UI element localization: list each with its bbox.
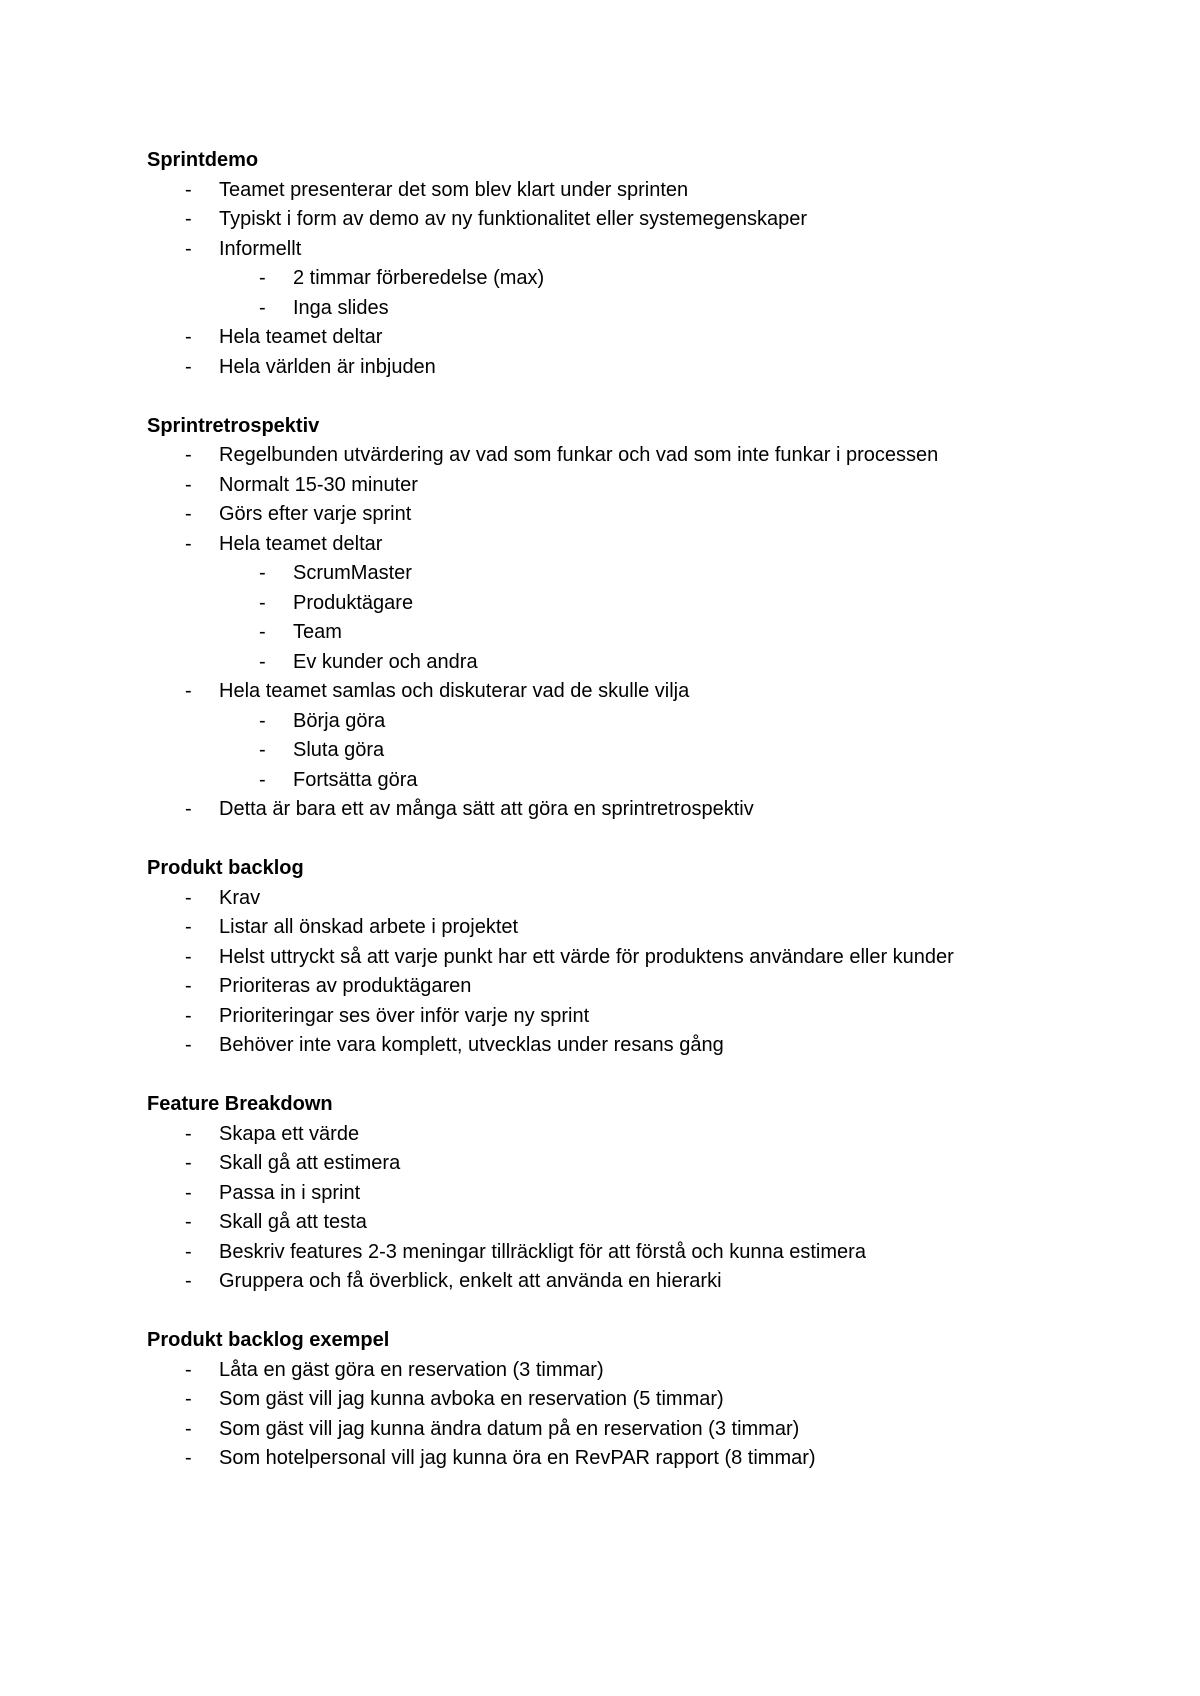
list-item-text: Gruppera och få överblick, enkelt att använda en hierarki: [219, 1270, 722, 1292]
list-item-text: Hela teamet deltar: [219, 326, 383, 348]
list-item: [147, 1238, 1107, 1268]
list-item-text: Listar all önskad arbete i projektet: [219, 916, 519, 938]
list-item: [147, 323, 1107, 353]
list-item-text: Typiskt i form av demo av ny funktionalitet eller systemegenskaper: [219, 208, 808, 230]
bullet-dash: -: [185, 1004, 192, 1027]
bullet-dash: -: [259, 650, 266, 673]
bullet-dash: -: [259, 768, 266, 791]
list-item-text: Fortsätta göra: [293, 768, 418, 791]
bullet-list: [147, 1120, 1107, 1297]
list-item-text: ScrumMaster: [293, 562, 412, 584]
bullet-dash: -: [185, 178, 192, 201]
list-item: [147, 500, 1107, 530]
bullet-dash: -: [259, 739, 266, 761]
list-item: [147, 176, 1107, 206]
bullet-dash: -: [185, 945, 192, 968]
bullet-dash: -: [259, 267, 266, 289]
list-item: [147, 1415, 1107, 1445]
bullet-dash: -: [185, 886, 192, 909]
list-item: [147, 1267, 1107, 1297]
bullet-list: [147, 441, 1107, 825]
section: [147, 1090, 1107, 1297]
bullet-dash: -: [185, 798, 192, 820]
bullet-list: [147, 1356, 1107, 1474]
list-item: [147, 1444, 1107, 1474]
list-item-text: Helst uttryckt så att varje punkt har ett värde för produktens användare eller kunder: [219, 945, 954, 968]
sub-list-item: [147, 736, 1107, 766]
bullet-dash: -: [185, 355, 192, 378]
sub-list-item: [147, 766, 1107, 796]
list-item-text: Informellt: [219, 237, 302, 260]
bullet-dash: -: [259, 562, 266, 584]
list-item: [147, 1120, 1107, 1150]
bullet-dash: -: [259, 591, 266, 614]
bullet-dash: -: [185, 473, 192, 496]
bullet-dash: -: [259, 621, 266, 643]
section-heading: Feature Breakdown: [147, 1093, 333, 1115]
list-item-text: Behöver inte vara komplett, utvecklas under resans gång: [219, 1034, 724, 1056]
list-item: [147, 1149, 1107, 1179]
list-item-text: Team: [293, 621, 342, 643]
sub-list-item: [147, 589, 1107, 619]
list-item-text: Hela världen är inbjuden: [219, 355, 436, 378]
list-item-text: 2 timmar förberedelse (max): [293, 267, 545, 289]
document-page: [147, 146, 1107, 1503]
list-item-text: Ev kunder och andra: [293, 650, 478, 673]
list-item: [147, 943, 1107, 973]
list-item-text: Som gäst vill jag kunna ändra datum på en reservation (3 timmar): [219, 1417, 800, 1440]
bullet-list: [147, 176, 1107, 383]
list-item-text: Hela teamet deltar: [219, 532, 383, 555]
list-item-text: Prioriteras av produktägaren: [219, 975, 472, 997]
list-item: [147, 471, 1107, 501]
list-item-text: Som gäst vill jag kunna avboka en reservation (5 timmar): [219, 1388, 724, 1410]
bullet-dash: -: [185, 1181, 192, 1204]
section: [147, 854, 1107, 1061]
bullet-dash: -: [185, 1417, 192, 1440]
list-item-text: Görs efter varje sprint: [219, 503, 412, 525]
sub-list-item: [147, 618, 1107, 648]
list-item-text: Teamet presenterar det som blev klart under sprinten: [219, 178, 689, 201]
list-item-text: Skall gå att estimera: [219, 1152, 401, 1174]
sub-list-item: [147, 707, 1107, 737]
bullet-dash: -: [185, 1211, 192, 1233]
list-item-text: Produktägare: [293, 591, 414, 614]
list-item-text: Låta en gäst göra en reservation (3 timmar): [219, 1358, 604, 1381]
list-item: [147, 353, 1107, 383]
section: [147, 412, 1107, 825]
bullet-dash: -: [185, 680, 192, 702]
list-item: [147, 1002, 1107, 1032]
bullet-dash: -: [185, 1034, 192, 1056]
list-item-text: Prioriteringar ses över inför varje ny sprint: [219, 1004, 590, 1027]
list-item: [147, 677, 1107, 707]
list-item-text: Normalt 15-30 minuter: [219, 473, 418, 496]
sub-list-item: [147, 294, 1107, 324]
bullet-list: [147, 884, 1107, 1061]
section-heading: Sprintdemo: [147, 149, 259, 171]
sub-list-item: [147, 559, 1107, 589]
bullet-dash: -: [185, 1388, 192, 1410]
bullet-dash: -: [185, 532, 192, 555]
list-item: [147, 913, 1107, 943]
bullet-dash: -: [259, 296, 266, 319]
bullet-dash: -: [185, 1240, 192, 1263]
list-item: [147, 884, 1107, 914]
bullet-dash: -: [185, 237, 192, 260]
list-item: [147, 205, 1107, 235]
bullet-dash: -: [185, 1270, 192, 1292]
list-item: [147, 530, 1107, 560]
bullet-dash: -: [185, 444, 192, 466]
list-item-text: Som hotelpersonal vill jag kunna öra en RevPAR rapport (8 timmar): [219, 1447, 816, 1469]
list-item-text: Krav: [219, 886, 261, 909]
list-item: [147, 1356, 1107, 1386]
list-item: [147, 972, 1107, 1002]
sub-list-item: [147, 264, 1107, 294]
list-item-text: Passa in i sprint: [219, 1181, 361, 1204]
list-item-text: Beskriv features 2-3 meningar tillräckligt för att förstå och kunna estimera: [219, 1240, 866, 1263]
list-item-text: Skapa ett värde: [219, 1122, 360, 1145]
list-item-text: Sluta göra: [293, 739, 385, 761]
list-item: [147, 1385, 1107, 1415]
list-item-text: Börja göra: [293, 709, 386, 732]
bullet-dash: -: [185, 208, 192, 230]
section-heading: Produkt backlog exempel: [147, 1329, 390, 1351]
section-heading: Sprintretrospektiv: [147, 414, 320, 437]
bullet-dash: -: [185, 1122, 192, 1145]
list-item-text: Regelbunden utvärdering av vad som funkar och vad som inte funkar i processen: [219, 444, 939, 466]
section: [147, 1326, 1107, 1474]
bullet-dash: -: [185, 326, 192, 348]
bullet-dash: -: [185, 503, 192, 525]
list-item: [147, 1208, 1107, 1238]
list-item: [147, 441, 1107, 471]
section-heading: Produkt backlog: [147, 857, 304, 879]
list-item: [147, 1031, 1107, 1061]
list-item-text: Hela teamet samlas och diskuterar vad de skulle vilja: [219, 680, 690, 702]
list-item-text: Skall gå att testa: [219, 1211, 367, 1233]
list-item: [147, 235, 1107, 265]
bullet-dash: -: [185, 916, 192, 938]
bullet-dash: -: [185, 975, 192, 997]
bullet-dash: -: [259, 709, 266, 732]
list-item-text: Inga slides: [293, 296, 389, 319]
sub-list-item: [147, 648, 1107, 678]
list-item: [147, 1179, 1107, 1209]
section: [147, 146, 1107, 382]
bullet-dash: -: [185, 1152, 192, 1174]
bullet-dash: -: [185, 1358, 192, 1381]
bullet-dash: -: [185, 1447, 192, 1469]
list-item: [147, 795, 1107, 825]
list-item-text: Detta är bara ett av många sätt att göra en sprintretrospektiv: [219, 798, 754, 820]
